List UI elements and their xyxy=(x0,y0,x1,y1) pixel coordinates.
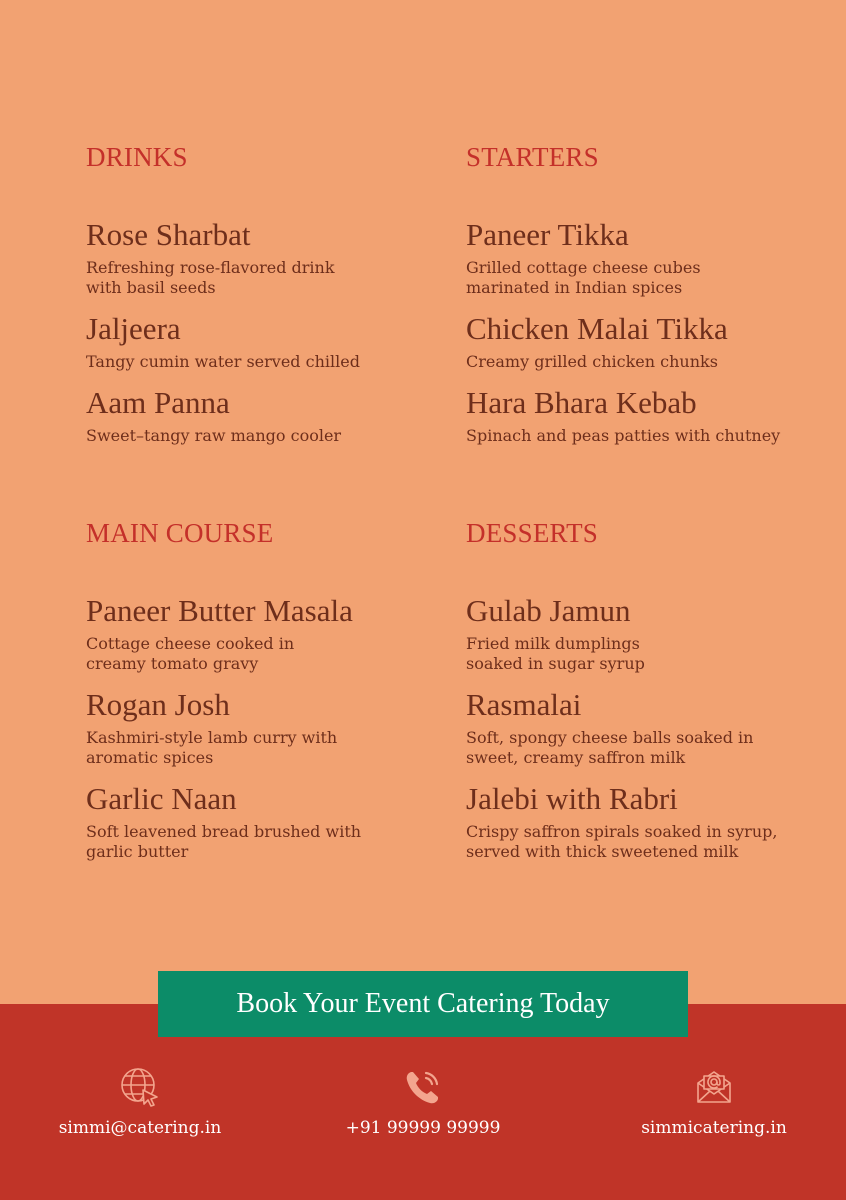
menu-item xyxy=(86,782,466,862)
section-drinks xyxy=(86,138,466,460)
menu-item-description: Spinach and peas patties with chutney xyxy=(466,426,781,445)
menu-item xyxy=(466,782,786,862)
menu-item xyxy=(86,218,466,298)
menu-item-description: Tangy cumin water served chilled xyxy=(86,352,360,371)
menu-item-name: Garlic Naan xyxy=(86,781,237,816)
menu-item-name: Aam Panna xyxy=(86,385,230,420)
menu-item-description: Crispy saffron spirals soaked in syrup, served with thick sweetened milk xyxy=(466,822,778,861)
section-title-main-course: MAIN COURSE xyxy=(86,518,274,548)
menu-item xyxy=(86,688,466,768)
menu-item-description: Cottage cheese cooked in creamy tomato gravy xyxy=(86,634,295,673)
menu-item-description: Grilled cottage cheese cubes marinated in Indian spices xyxy=(466,258,701,297)
menu-item xyxy=(466,312,786,372)
contact-phone-link[interactable]: +91 99999 99999 xyxy=(345,1118,501,1138)
menu-item-description: Kashmiri-style lamb curry with aromatic spices xyxy=(86,728,338,767)
menu-item xyxy=(86,312,466,372)
drinks-list xyxy=(86,218,466,446)
menu-grid xyxy=(86,138,786,876)
section-title-starters: STARTERS xyxy=(466,142,599,172)
menu-item-description: Soft leavened bread brushed with garlic butter xyxy=(86,822,362,861)
menu-item xyxy=(466,218,786,298)
menu-item xyxy=(86,386,466,446)
globe-cursor-icon xyxy=(119,1066,161,1108)
menu-item-name: Paneer Butter Masala xyxy=(86,593,353,628)
section-main-course xyxy=(86,514,466,876)
menu-item xyxy=(86,594,466,674)
section-desserts xyxy=(466,514,786,876)
starters-list xyxy=(466,218,786,446)
menu-item-description: Refreshing rose-flavored drink with basil seeds xyxy=(86,258,335,297)
menu-item-name: Chicken Malai Tikka xyxy=(466,311,728,346)
menu-item xyxy=(466,688,786,768)
contact-email xyxy=(614,1066,814,1138)
menu-item-description: Creamy grilled chicken chunks xyxy=(466,352,718,371)
section-starters xyxy=(466,138,786,460)
menu-item-name: Jaljeera xyxy=(86,311,181,346)
contact-email-link[interactable]: simmi@catering.in xyxy=(58,1118,222,1138)
section-title-drinks: DRINKS xyxy=(86,142,188,172)
menu-item xyxy=(466,386,786,446)
menu-item-description: Fried milk dumplings soaked in sugar syrup xyxy=(466,634,645,673)
main-course-list xyxy=(86,594,466,862)
contact-phone xyxy=(323,1066,523,1138)
menu-item-name: Paneer Tikka xyxy=(466,217,629,252)
menu-item-name: Hara Bhara Kebab xyxy=(466,385,697,420)
menu-item-name: Rogan Josh xyxy=(86,687,230,722)
menu-item-description: Sweet–tangy raw mango cooler xyxy=(86,426,342,445)
menu-item-name: Gulab Jamun xyxy=(466,593,631,628)
contact-website xyxy=(40,1066,240,1138)
menu-item-name: Jalebi with Rabri xyxy=(466,781,678,816)
email-envelope-icon xyxy=(693,1066,735,1108)
phone-icon xyxy=(402,1066,444,1108)
desserts-list xyxy=(466,594,786,862)
contact-website-link[interactable]: simmicatering.in xyxy=(641,1118,787,1138)
menu-item-name: Rose Sharbat xyxy=(86,217,251,252)
book-catering-button[interactable]: Book Your Event Catering Today xyxy=(158,971,688,1037)
menu-item xyxy=(466,594,786,674)
menu-item-name: Rasmalai xyxy=(466,687,582,722)
menu-item-description: Soft, spongy cheese balls soaked in sweet, creamy saffron milk xyxy=(466,728,754,767)
section-title-desserts: DESSERTS xyxy=(466,518,599,548)
